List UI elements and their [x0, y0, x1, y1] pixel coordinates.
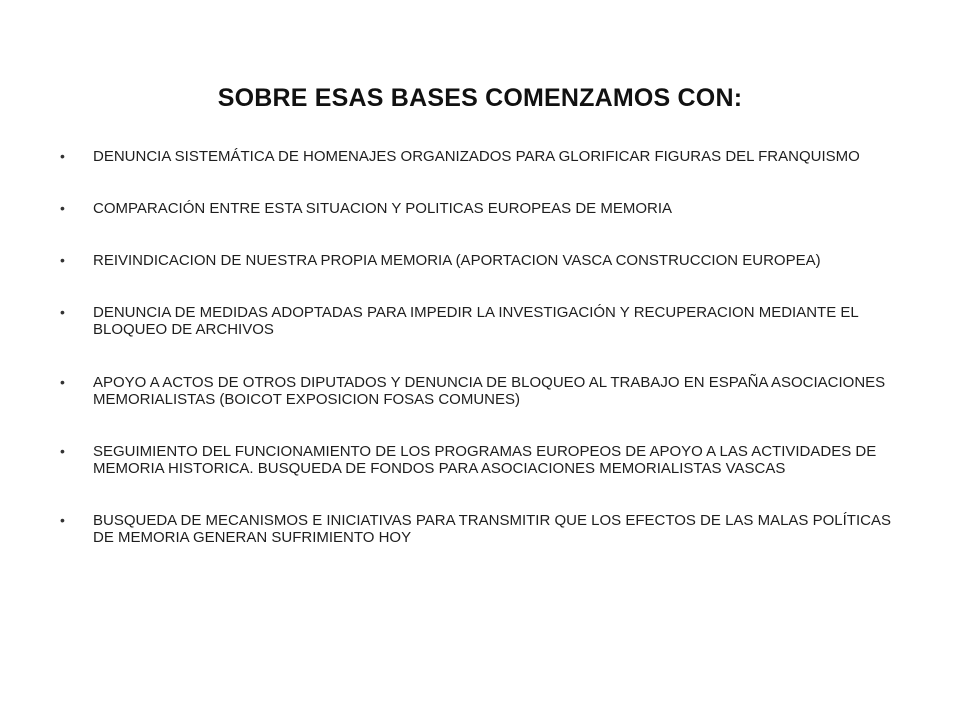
bullet-list — [60, 148, 900, 546]
slide-title: SOBRE ESAS BASES COMENZAMOS CON: — [217, 84, 743, 112]
list-item-text: SEGUIMIENTO DEL FUNCIONAMIENTO DE LOS PROGRAMAS EUROPEOS DE APOYO A LAS ACTIVIDADES DE MEMORIA HISTORICA. BUSQUEDA DE FONDOS PARA ASOCIACIONES MEMORIALISTAS VASCAS — [93, 443, 877, 477]
bullet-icon: • — [60, 443, 65, 459]
list-item — [60, 200, 900, 217]
bullet-icon: • — [60, 148, 65, 164]
list-item — [60, 304, 900, 338]
list-item — [60, 252, 900, 269]
list-item-text: DENUNCIA SISTEMÁTICA DE HOMENAJES ORGANIZADOS PARA GLORIFICAR FIGURAS DEL FRANQUISMO — [93, 148, 860, 165]
bullet-icon: • — [60, 374, 65, 390]
list-item-text: DENUNCIA DE MEDIDAS ADOPTADAS PARA IMPEDIR LA INVESTIGACIÓN Y RECUPERACION MEDIANTE EL BLOQUEO DE ARCHIVOS — [93, 304, 859, 338]
bullet-icon: • — [60, 512, 65, 528]
list-item — [60, 374, 900, 408]
list-item-text: REIVINDICACION DE NUESTRA PROPIA MEMORIA (APORTACION VASCA CONSTRUCCION EUROPEA) — [93, 252, 821, 269]
list-item — [60, 148, 900, 165]
list-item-text: APOYO A ACTOS DE OTROS DIPUTADOS Y DENUNCIA DE BLOQUEO AL TRABAJO EN ESPAÑA ASOCIACIONES MEMORIALISTAS (BOICOT EXPOSICION FOSAS COMUNES) — [93, 374, 886, 408]
list-item-text: BUSQUEDA DE MECANISMOS E INICIATIVAS PARA TRANSMITIR QUE LOS EFECTOS DE LAS MALAS POLÍTICAS DE MEMORIA GENERAN SUFRIMIENTO HOY — [93, 512, 891, 546]
list-item — [60, 512, 900, 546]
bullet-icon: • — [60, 200, 65, 216]
bullet-icon: • — [60, 304, 65, 320]
bullet-icon: • — [60, 252, 65, 268]
list-item — [60, 443, 900, 477]
list-item-text: COMPARACIÓN ENTRE ESTA SITUACION Y POLITICAS EUROPEAS DE MEMORIA — [93, 200, 672, 217]
